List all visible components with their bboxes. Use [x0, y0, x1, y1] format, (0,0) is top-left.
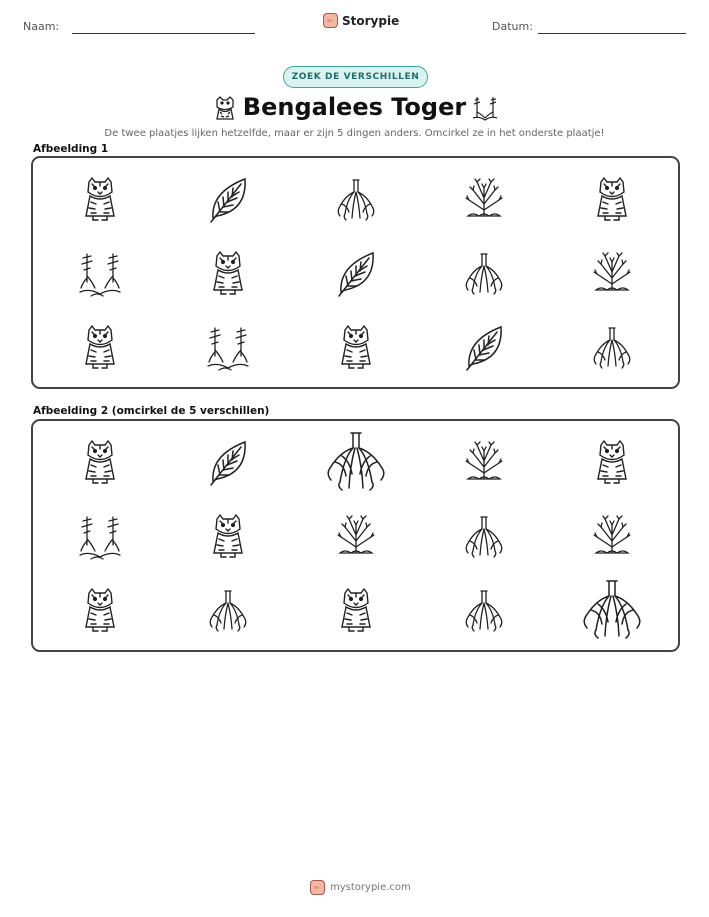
pig-icon	[310, 880, 325, 895]
picture2-roots-icon[interactable]	[205, 585, 251, 635]
brand-logo	[323, 13, 399, 28]
picture2-tiger-icon[interactable]	[77, 437, 123, 487]
picture1-roots-icon	[589, 322, 635, 372]
picture1-roots-icon	[333, 174, 379, 224]
name-line[interactable]	[72, 33, 255, 34]
picture1-leaf-icon	[205, 174, 251, 224]
footer-url[interactable]: mystorypie.com	[330, 882, 411, 893]
date-line[interactable]	[538, 33, 686, 34]
picture1-tiger-icon	[589, 174, 635, 224]
picture2-roots-large-icon[interactable]	[324, 430, 388, 494]
picture2-label: Afbeelding 2 (omcirkel de 5 verschillen)	[33, 405, 270, 417]
brand-name: Storypie	[342, 13, 400, 28]
footer	[310, 880, 411, 895]
page-title: Bengalees Toger	[242, 93, 467, 121]
picture2-bush-icon[interactable]	[589, 511, 635, 561]
picture1-leaf-icon	[461, 322, 507, 372]
picture1-tiger-icon	[77, 174, 123, 224]
picture1-roots-icon	[461, 248, 507, 298]
instructions: De twee plaatjes lijken hetzelfde, maar er zijn 5 dingen anders. Omcirkel ze in het onderste plaatje!	[104, 128, 605, 139]
picture1-tiger-icon	[77, 322, 123, 372]
date-label: Datum:	[492, 20, 533, 33]
picture2-tiger-icon[interactable]	[77, 585, 123, 635]
name-label: Naam:	[23, 20, 60, 33]
picture1-bush-icon	[461, 174, 507, 224]
picture1-tiger-icon	[333, 322, 379, 372]
picture2-roots-icon[interactable]	[461, 511, 507, 561]
picture2-tiger-icon[interactable]	[205, 511, 251, 561]
picture2-leaf-icon[interactable]	[205, 437, 251, 487]
picture2-bush-icon[interactable]	[333, 511, 379, 561]
picture2-roots-large-icon[interactable]	[580, 578, 644, 642]
pig-icon	[323, 13, 338, 28]
mangrove-title-icon	[471, 94, 499, 122]
picture1-tiger-icon	[205, 248, 251, 298]
picture2-tiger-icon[interactable]	[589, 437, 635, 487]
picture1-panel	[31, 156, 680, 389]
activity-badge: ZOEK DE VERSCHILLEN	[283, 66, 428, 88]
picture2-roots-icon[interactable]	[461, 585, 507, 635]
picture1-leaf-icon	[333, 248, 379, 298]
picture2-bush-icon[interactable]	[461, 437, 507, 487]
picture2-panel[interactable]	[31, 419, 680, 652]
picture1-bush-icon	[589, 248, 635, 298]
picture2-tiger-icon[interactable]	[333, 585, 379, 635]
picture1-label: Afbeelding 1	[33, 143, 109, 155]
picture1-mangrove-icon	[77, 248, 123, 298]
picture1-mangrove-icon	[205, 322, 251, 372]
picture2-mangrove-icon[interactable]	[77, 511, 123, 561]
